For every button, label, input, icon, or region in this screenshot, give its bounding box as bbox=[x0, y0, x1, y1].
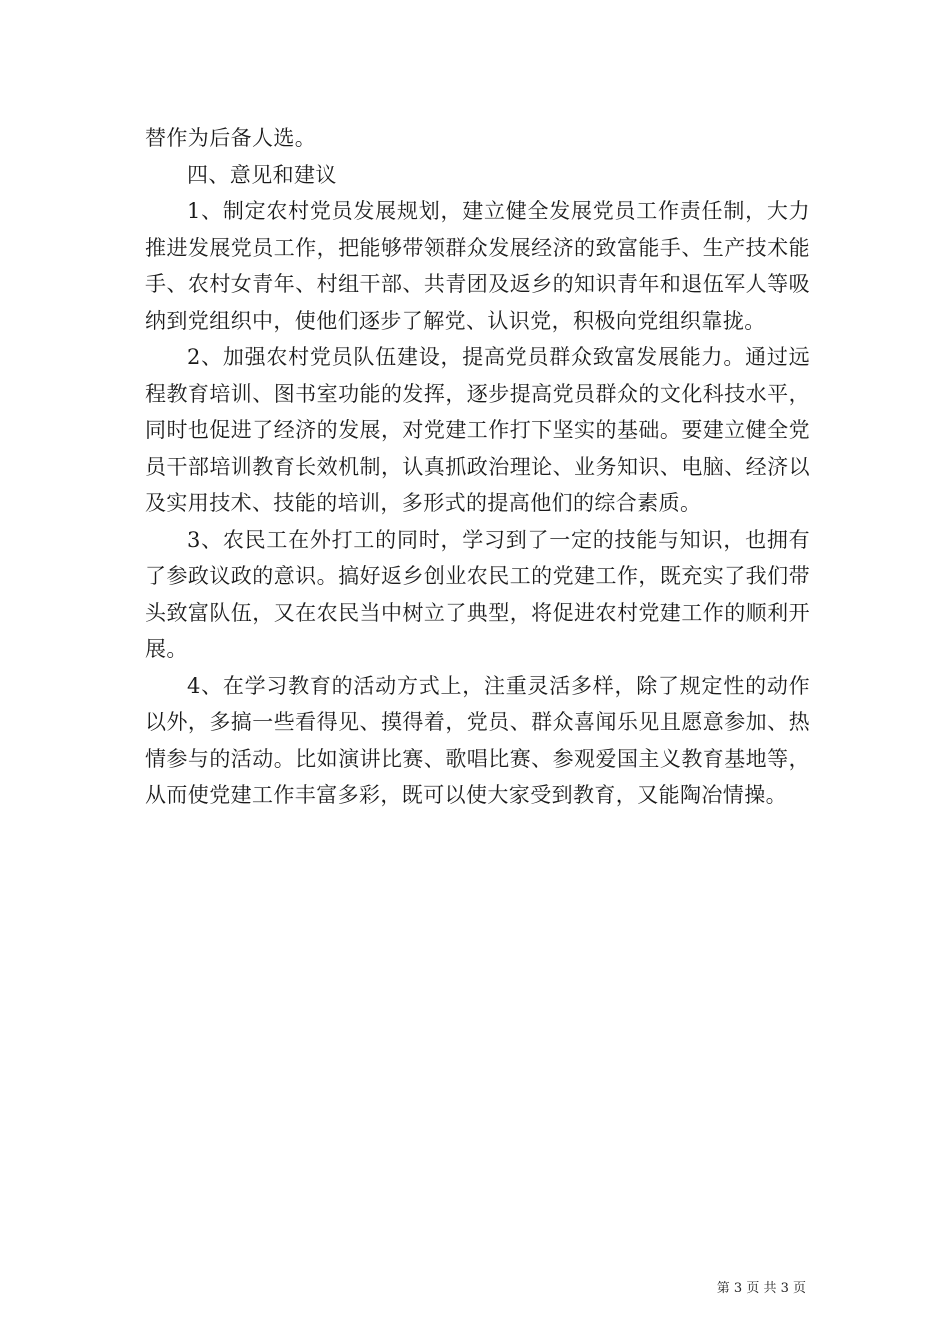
document-body bbox=[145, 120, 810, 814]
paragraph-continuation: 替作为后备人选。 bbox=[145, 126, 317, 150]
paragraph-2: 2、加强农村党员队伍建设，提高党员群众致富发展能力。通过远程教育培训、图书室功能的发挥，逐步提高党员群众的文化科技水平，同时也促进了经济的发展，对党建工作打下坚实的基础。要建立健全党员干部培训教育长效机制，认真抓政治理论、业务知识、电脑、经济以及实用技术、技能的培训，多形式的提高他们的综合素质。 bbox=[145, 345, 810, 515]
paragraph-4: 4、在学习教育的活动方式上，注重灵活多样，除了规定性的动作以外，多搞一些看得见、摸得着，党员、群众喜闻乐见且愿意参加、热情参与的活动。比如演讲比赛、歌唱比赛、参观爱国主义教育基地等，从而使党建工作丰富多彩，既可以使大家受到教育，又能陶冶情操。 bbox=[145, 673, 810, 807]
page-number: 第 3 页 共 3 页 bbox=[716, 1281, 806, 1296]
paragraph-3: 3、农民工在外打工的同时，学习到了一定的技能与知识，也拥有了参政议政的意识。搞好返乡创业农民工的党建工作，既充实了我们带头致富队伍，又在农民当中树立了典型，将促进农村党建工作的顺利开展。 bbox=[145, 527, 810, 661]
section-heading: 四、意见和建议 bbox=[187, 162, 337, 187]
paragraph-1: 1、制定农村党员发展规划，建立健全发展党员工作责任制，大力推进发展党员工作，把能够带领群众发展经济的致富能手、生产技术能手、农村女青年、村组干部、共青团及返乡的知识青年和退伍军人等吸纳到党组织中，使他们逐步了解党、认识党，积极向党组织靠拢。 bbox=[145, 199, 810, 333]
